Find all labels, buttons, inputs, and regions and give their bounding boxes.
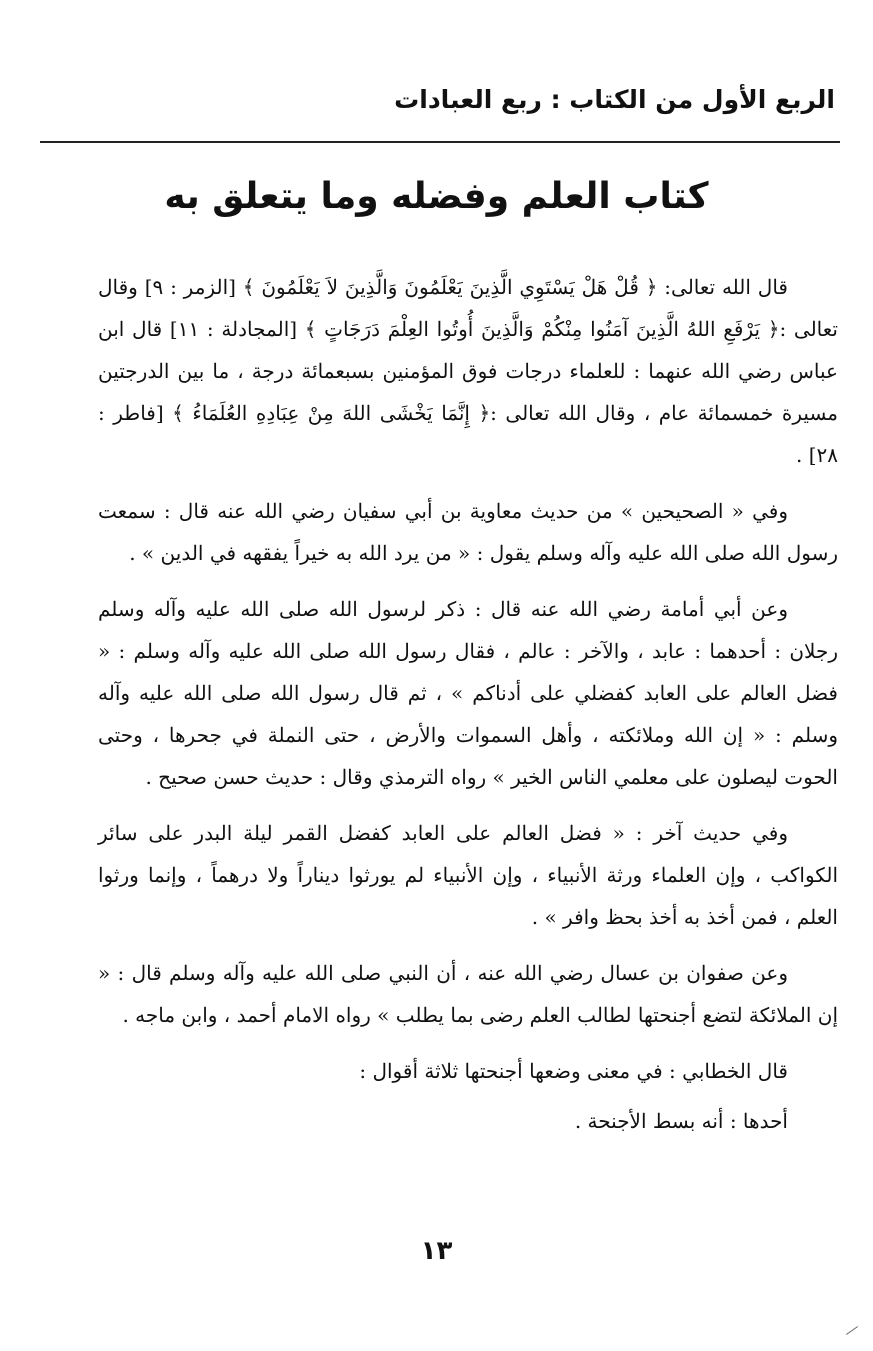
paragraph-safwan-hadith: وعن صفوان بن عسال رضي الله عنه ، أن النبي صلى الله عليه وآله وسلم قال : « إن الملائكة لتضع أجنحتها لطالب العلم رضى بما يطلب » رواه الامام أحمد ، وابن ماجه . — [98, 961, 838, 1027]
body-text — [98, 266, 838, 1150]
page-number: ١٣ — [420, 1236, 453, 1266]
paragraph-sahihayn-hadith: وفي « الصحيحين » من حديث معاوية بن أبي سفيان رضي الله عنه قال : سمعت رسول الله صلى الله عليه وآله وسلم يقول : « من يرد الله به خيراً يفقهه في الدين » . — [98, 499, 838, 565]
paragraph-quran-verses: قال الله تعالى: ﴿ قُلْ هَلْ يَسْتَوِي الَّذِينَ يَعْلَمُونَ وَالَّذِينَ لاَ يَعْلَمُونَ ﴾ [الزمر : ٩] وقال تعالى :﴿ يَرْفَعِ اللهُ الَّذِينَ آمَنُوا مِنْكُمْ وَالَّذِينَ أُوتُوا العِلْمَ دَرَجَاتٍ ﴾ [المجادلة : ١١] قال ابن عباس رضي الله عنهما : للعلماء درجات فوق المؤمنين بسبعمائة درجة ، ما بين الدرجتين مسيرة خمسمائة عام ، وقال الله تعالى :﴿ إِنَّمَا يَخْشَى اللهَ مِنْ عِبَادِهِ العُلَمَاءُ ﴾ [فاطر : ٢٨] . — [98, 275, 838, 467]
header-rule — [40, 141, 840, 143]
scan-mark — [846, 1326, 858, 1335]
paragraph-abu-umama-hadith: وعن أبي أمامة رضي الله عنه قال : ذكر لرسول الله صلى الله عليه وآله وسلم رجلان : أحدهما : عابد ، والآخر : عالم ، فقال رسول الله صلى الله عليه وآله وسلم : « فضل العالم على العابد كفضلي على أدناكم » ، ثم قال رسول الله صلى الله عليه وآله وسلم : « إن الله وملائكته ، وأهل السموات والأرض ، حتى النملة في جحرها ، وحتى الحوت ليصلون على معلمي الناس الخير » رواه الترمذي وقال : حديث حسن صحيح . — [98, 597, 838, 789]
chapter-title: كتاب العلم وفضله وما يتعلق به — [164, 176, 709, 217]
paragraph-another-hadith: وفي حديث آخر : « فضل العالم على العابد كفضل القمر ليلة البدر على سائر الكواكب ، وإن العلماء ورثة الأنبياء ، وإن الأنبياء لم يورثوا ديناراً ولا درهماً ، وإنما ورثوا العلم ، فمن أخذ به أخذ بحظ وافر » . — [98, 821, 838, 929]
paragraph-first-opinion: أحدها : أنه بسط الأجنحة . — [574, 1109, 788, 1133]
paragraph-khattabi: قال الخطابي : في معنى وضعها أجنحتها ثلاثة أقوال : — [359, 1059, 788, 1083]
running-header: الربع الأول من الكتاب : ربع العبادات — [394, 85, 835, 114]
